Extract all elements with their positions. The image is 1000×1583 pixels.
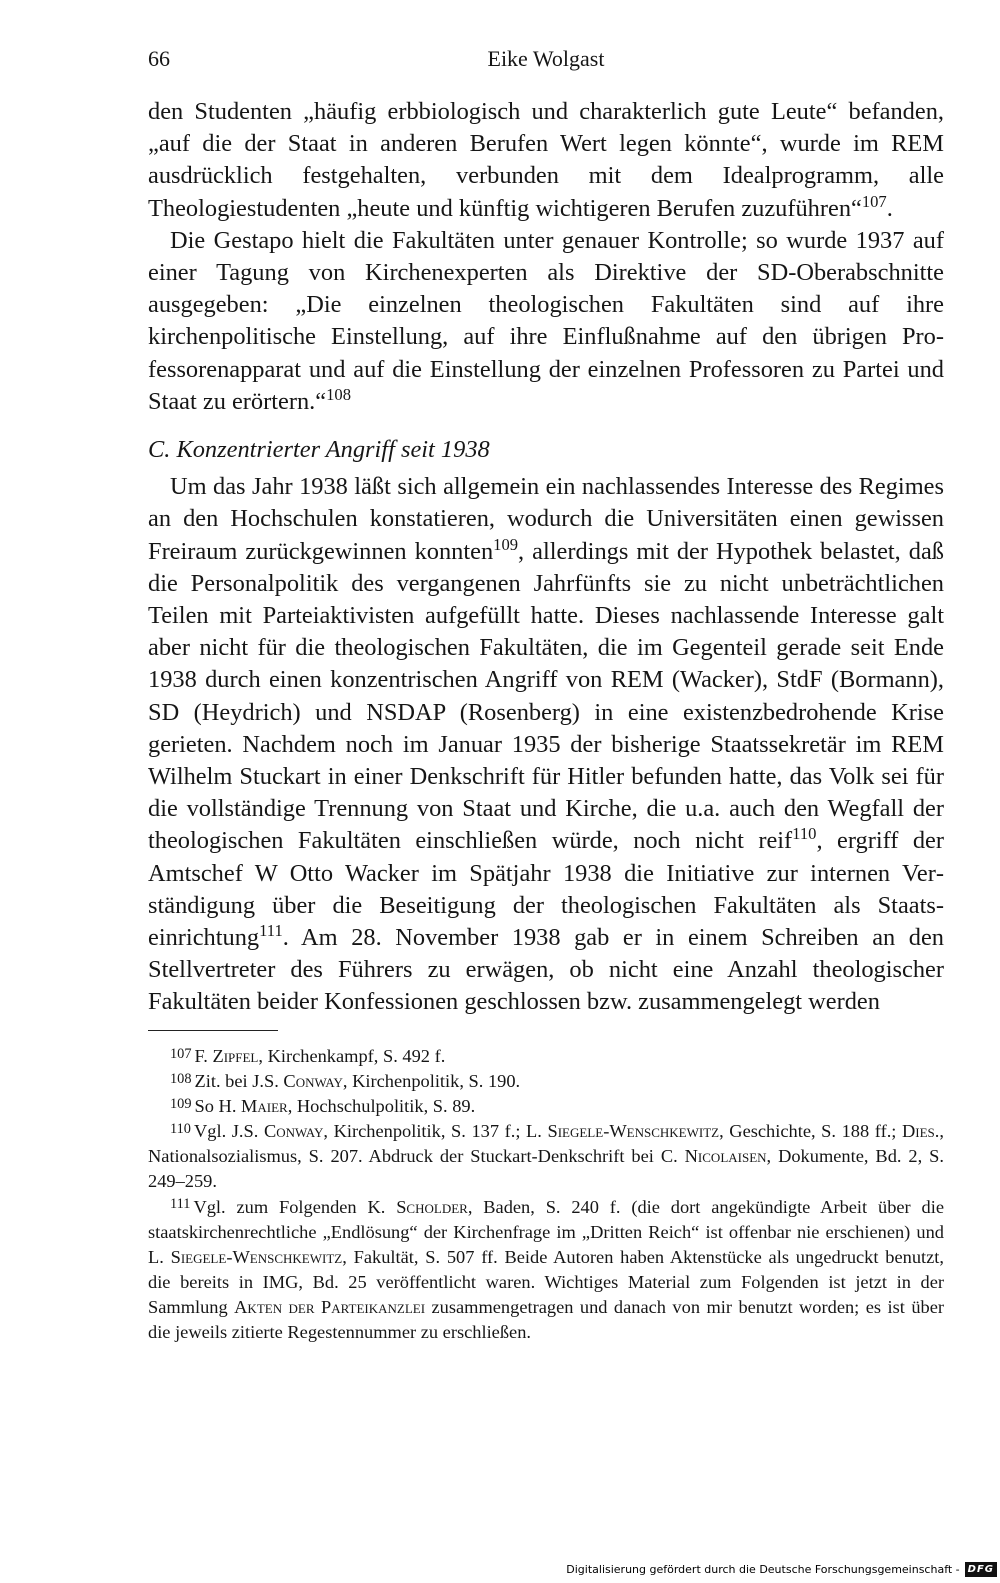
footnote-107: $^{107}$ F. Zipfel, Kirchenkampf, S. 492 f. bbox=[170, 1045, 446, 1066]
running-head: Eike Wolgast bbox=[487, 46, 605, 71]
footnote-number: 110 bbox=[170, 1120, 191, 1137]
main-text bbox=[148, 96, 944, 1019]
footnote-number: 111 bbox=[170, 1196, 191, 1213]
page-number: 66 bbox=[148, 46, 170, 71]
paragraph: Um das Jahr 1938 läßt sich allgemein ein nachlassendes Interesse des Regimes an den Hochschulen konstatieren, wodurch die Universitäten einen gewissen Freiraum zurückgewinnen konnten$^{109}$, allerdings mit der Hypothek belastet, daß die Personalpolitik des vergangenen Jahrfünfts sie zu nicht unbeträchtlichen Teilen mit Parteiaktivisten aufgefüllt hatte. Dieses nachlassende Interesse galt aber nicht für die theologischen Fakultäten, die im Gegenteil gerade seit Ende 1938 durch einen konzentrischen Angriff von REM (Wacker), StdF (Bormann), SD (Heydrich) und NSDAP (Rosenberg) in eine existenzbedrohende Krise gerieten. Nachdem noch im Januar 1935 der bisherige Staatssekretär im REM Wilhelm Stuckart in einer Denkschrift für Hitler befunden hatte, das Volk sei für die vollständige Trennung von Staat und Kirche, die u.a. auch den Wegfall der theologischen Fakultäten einschließen würde, noch nicht reif$^{110}$, ergriff der Amtschef W Otto Wacker im Spätjahr 1938 die Initiative zur internen Verständigung über die Beseitigung der theologischen Fakultäten als Staatseinrichtung$^{111}$. Am 28. November 1938 gab er in einem Schreiben an den Stellvertreter des Führers zu erwägen, ob nicht eine Anzahl theologischer Fakultäten beider Konfessionen geschlossen bzw. zusammengelegt werden bbox=[148, 473, 945, 1016]
page-header bbox=[148, 44, 944, 80]
footnote-109: $^{109}$ So H. Maier, Hochschulpolitik, S. 89. bbox=[170, 1095, 476, 1117]
footnote-111: $^{111}$ Vgl. zum Folgenden K. Scholder, Baden, S. 240 f. (die dort angekündigte Arbeit über die staatskirchenrechtliche „Endlösung“ der Kirchenfrage im „Dritten Reich“ ist offenbar nie erschienen) und L. Siegele-Wenschkewitz, Fakultät, S. 507 ff. Beide Autoren haben Aktenstücke als ungedruckt benutzt, die bereits in IMG, Bd. 25 veröffentlicht waren. Wichtiges Material zum Folgenden ist jetzt in der Sammlung Akten der Parteikanzlei zusammengetragen und danach von mir benutzt worden; es ist über die jeweils zitierte Regestennummer zu erschließen. bbox=[148, 1196, 945, 1343]
footnote-divider bbox=[148, 1030, 278, 1031]
footnote-ref: 109 bbox=[493, 534, 519, 554]
paragraph: Die Gestapo hielt die Fakultäten unter genauer Kontrolle; so wurde 1937 auf einer Tagung von Kirchenexperten als Direktive der SD-Oberabschnitte ausgegeben: „Die einzelnen theologischen Fakultäten sind auf ihre kirchenpolitische Einstellung, auf ihre Einflußnahme auf den übrigen Professorenapparat und auf die Einstellung der einzelnen Professoren zu Partei und Staat zu erörtern.“$^{108}$ bbox=[148, 226, 944, 415]
digitization-note: Digitalisierung gefördert durch die Deutsche Forschungsgemeinschaft - bbox=[566, 1563, 960, 1576]
footnote-108: $^{108}$ Zit. bei J.S. Conway, Kirchenpolitik, S. 190. bbox=[170, 1070, 521, 1092]
footnote-110: $^{110}$ Vgl. J.S. Conway, Kirchenpolitik, S. 137 f.; L. Siegele-Wenschkewitz, Geschichte, S. 188 ff.; Dies., Nationalsozialismus, S. 207. Abdruck der Stuckart-Denkschrift bei C. Nicolaisen, Dokumente, Bd. 2, S. 249–259. bbox=[148, 1120, 944, 1192]
dfg-logo-icon: DFG bbox=[965, 1562, 997, 1577]
footnote-number: 109 bbox=[170, 1095, 192, 1112]
paragraph: den Studenten „häufig erbbiologisch und charakterlich gute Leute“ befanden, „auf die der Staat in anderen Berufen Wert legen könnte“, wurde im REM ausdrücklich festgehalten, verbunden mit dem Idealprogramm, alle Theologiestudenten „heute und künftig wichtigeren Berufen zuzuführen“$^{107}$. bbox=[148, 98, 944, 222]
footnote-number: 107 bbox=[170, 1045, 192, 1062]
footnote-ref: 110 bbox=[792, 824, 817, 844]
footnote-ref: 108 bbox=[326, 384, 351, 404]
footnote-ref: 107 bbox=[861, 191, 887, 211]
footnote-ref: 111 bbox=[259, 920, 283, 940]
section-heading: C. Konzentrierter Angriff seit 1938 bbox=[148, 436, 490, 464]
footnotes bbox=[148, 1044, 944, 1345]
footnote-number: 108 bbox=[170, 1070, 192, 1087]
digitization-footer bbox=[566, 1556, 1000, 1583]
